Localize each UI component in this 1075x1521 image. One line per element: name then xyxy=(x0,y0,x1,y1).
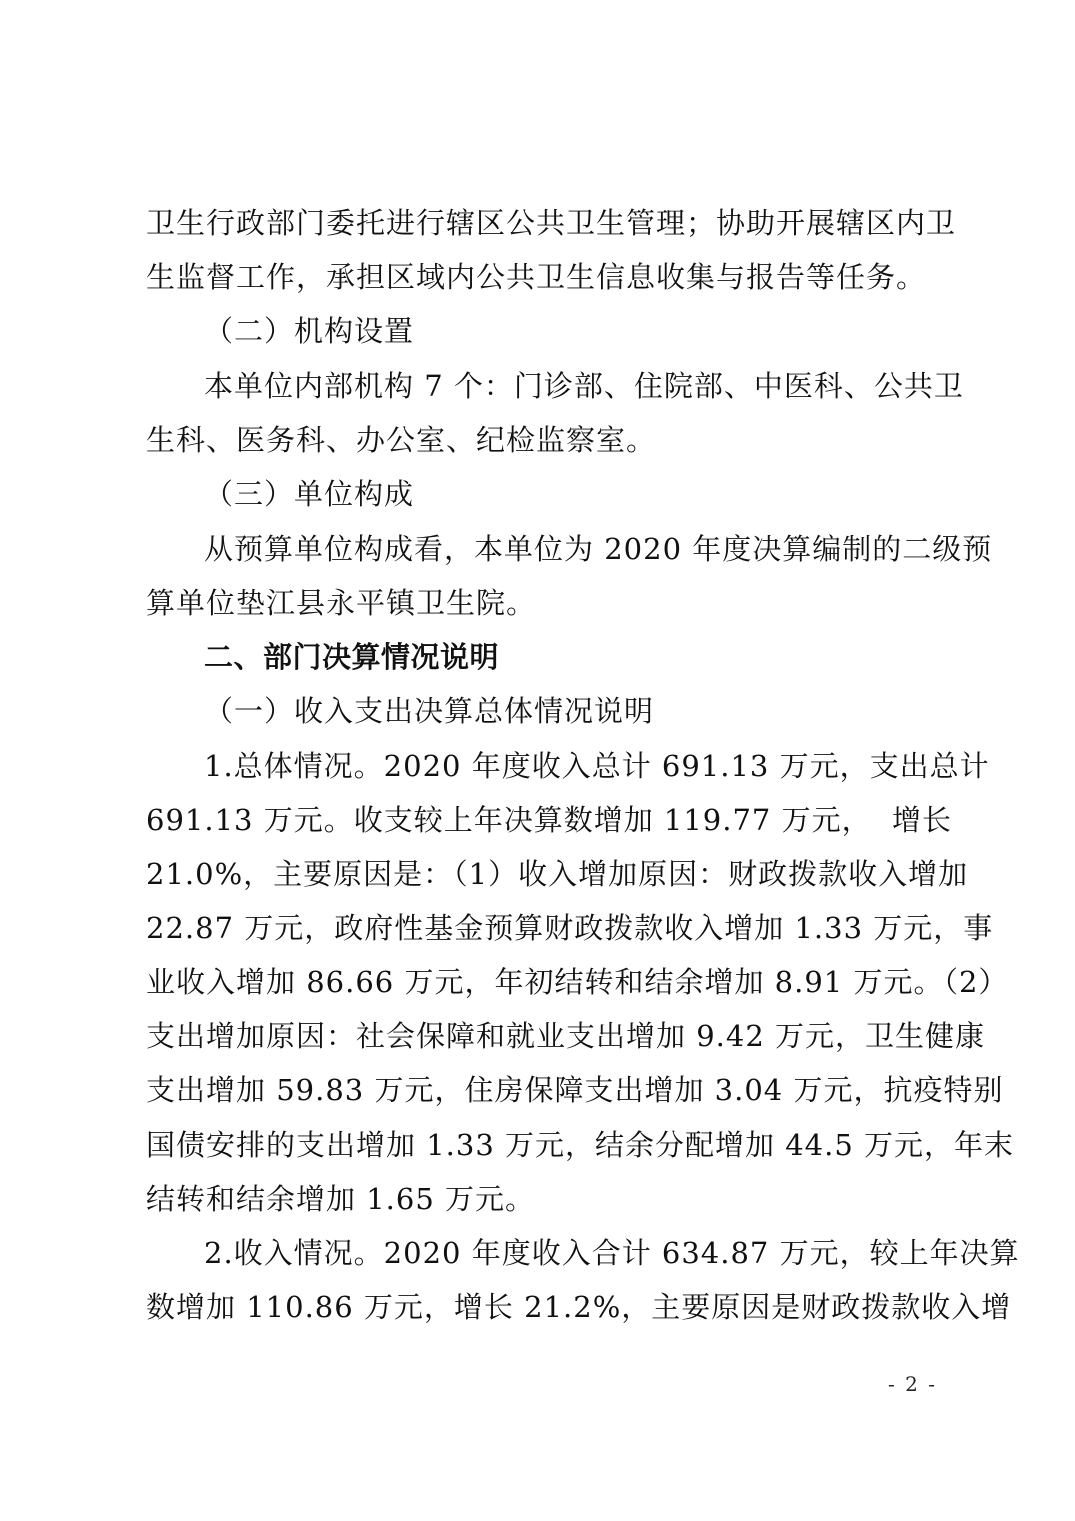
body-line: 本单位内部机构 7 个：门诊部、住院部、中医科、公共卫 xyxy=(204,369,964,403)
body-line: 生监督工作，承担区域内公共卫生信息收集与报告等任务。 xyxy=(146,260,927,294)
body-line: 业收入增加 86.66 万元，年初结转和结余增加 8.91 万元。（2） xyxy=(146,965,1009,999)
body-line: 生科、医务科、办公室、纪检监察室。 xyxy=(146,423,657,457)
body-line: 国债安排的支出增加 1.33 万元，结余分配增加 44.5 万元，年末 xyxy=(146,1128,1015,1162)
subsection-heading: （三）单位构成 xyxy=(204,477,415,511)
body-line: 2.收入情况。2020 年度收入合计 634.87 万元，较上年决算 xyxy=(204,1236,1020,1270)
body-line: 卫生行政部门委托进行辖区公共卫生管理；协助开展辖区内卫 xyxy=(146,206,957,240)
body-line: 算单位垫江县永平镇卫生院。 xyxy=(146,586,537,620)
body-line: 从预算单位构成看，本单位为 2020 年度决算编制的二级预 xyxy=(204,532,993,566)
subsection-heading: （二）机构设置 xyxy=(204,314,415,348)
body-line: 691.13 万元。收支较上年决算数增加 119.77 万元， 增长 xyxy=(146,803,953,837)
page-number: - 2 - xyxy=(888,1372,937,1396)
body-line: 支出增加原因：社会保障和就业支出增加 9.42 万元，卫生健康 xyxy=(146,1019,986,1053)
section-heading: 二、部门决算情况说明 xyxy=(204,640,500,674)
body-line: 21.0%，主要原因是：（1）收入增加原因：财政拨款收入增加 xyxy=(146,857,969,891)
body-line: 数增加 110.86 万元，增长 21.2%，主要原因是财政拨款收入增 xyxy=(146,1290,1012,1324)
body-line: 结转和结余增加 1.65 万元。 xyxy=(146,1182,536,1216)
body-line: 22.87 万元，政府性基金预算财政拨款收入增加 1.33 万元，事 xyxy=(146,911,994,945)
body-line: 1.总体情况。2020 年度收入总计 691.13 万元，支出总计 xyxy=(204,749,990,783)
subsection-heading: （一）收入支出决算总体情况说明 xyxy=(204,694,655,728)
body-line: 支出增加 59.83 万元，住房保障支出增加 3.04 万元，抗疫特别 xyxy=(146,1073,1004,1107)
